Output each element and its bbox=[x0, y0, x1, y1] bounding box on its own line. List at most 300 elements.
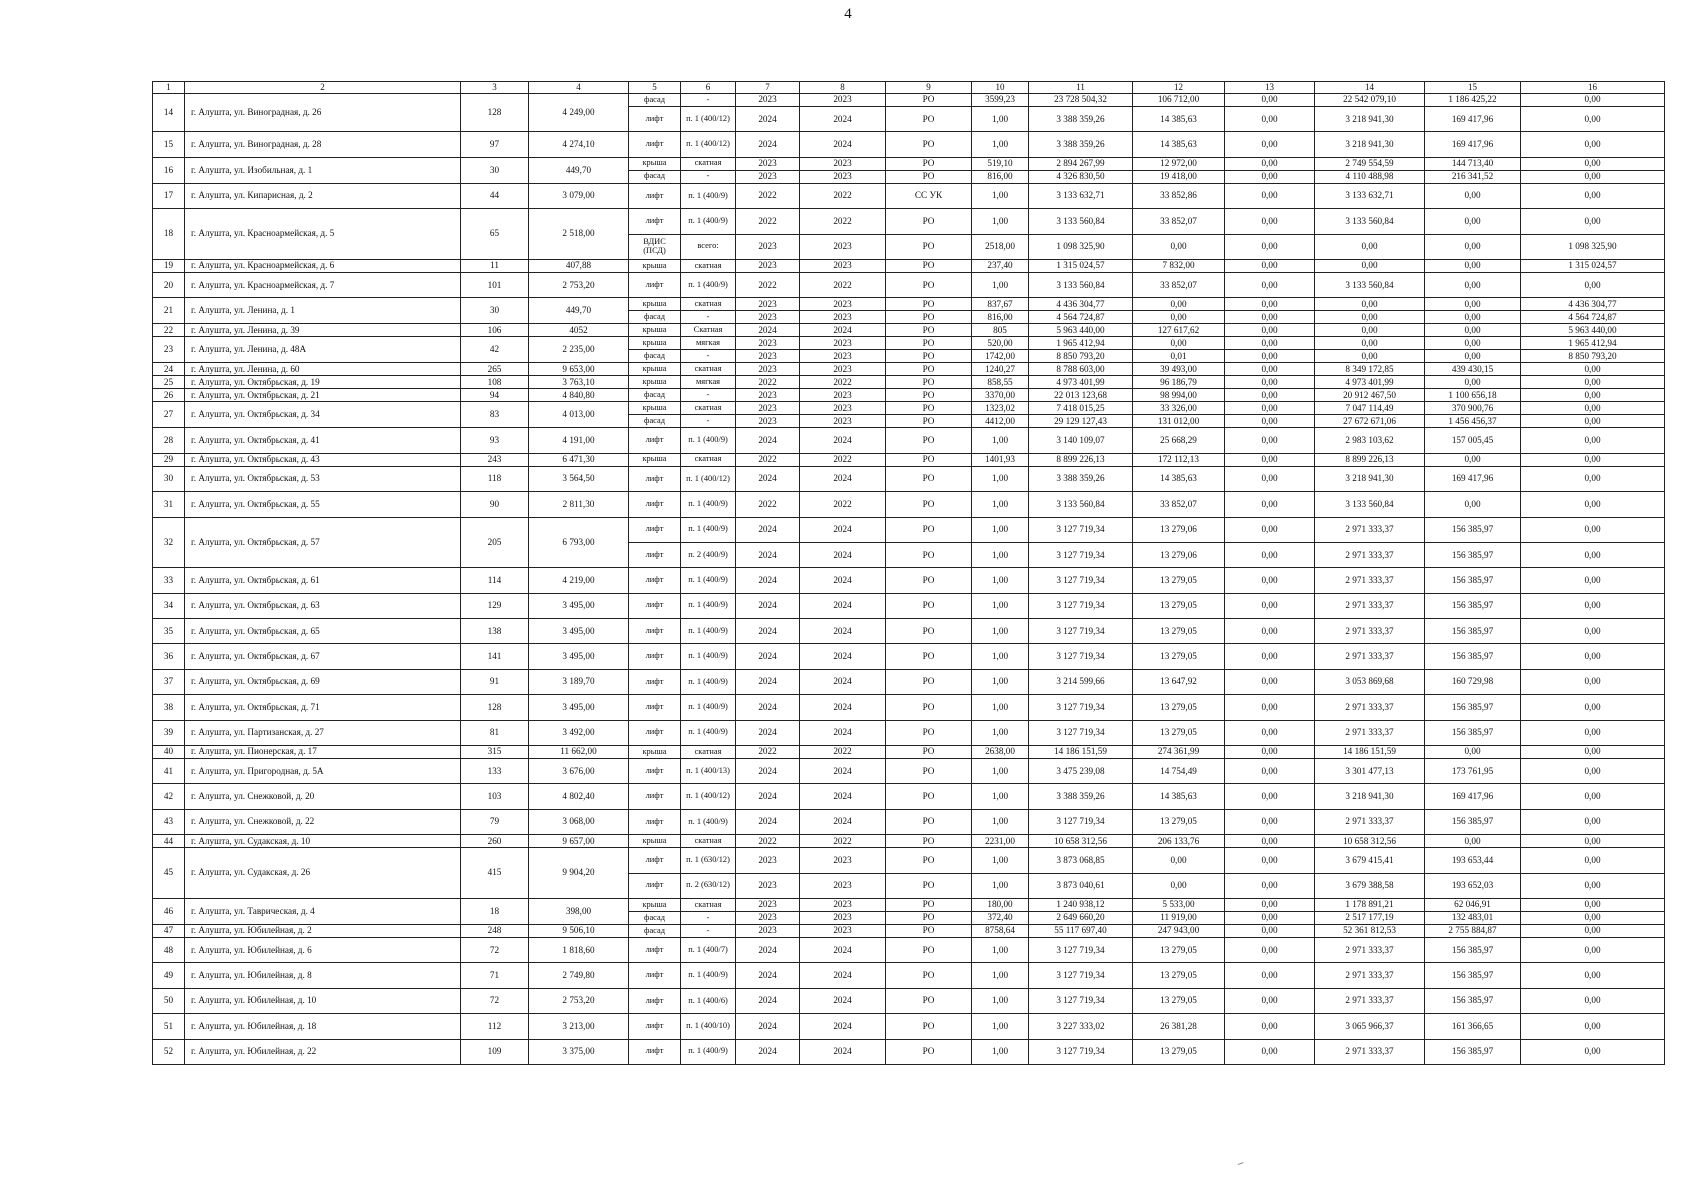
cell-col-12: 131 012,00 bbox=[1133, 415, 1225, 428]
cell-col-14: 3 301 477,13 bbox=[1315, 759, 1425, 784]
cell-col-7: 2024 bbox=[736, 1039, 800, 1064]
cell-col-15: 0,00 bbox=[1425, 311, 1521, 324]
cell-col-16: 1 315 024,57 bbox=[1521, 259, 1665, 272]
column-3-value: 112 bbox=[461, 1014, 529, 1039]
cell-col-14: 3 218 941,30 bbox=[1315, 784, 1425, 809]
cell-col-13: 0,00 bbox=[1225, 669, 1315, 694]
cell-col-13: 0,00 bbox=[1225, 259, 1315, 272]
cell-col-7: 2023 bbox=[736, 848, 800, 873]
column-4-value: 3 079,00 bbox=[529, 183, 629, 208]
cell-col-15: 439 430,15 bbox=[1425, 363, 1521, 376]
cell-col-15: 156 385,97 bbox=[1425, 988, 1521, 1013]
cell-col-6: скатная bbox=[681, 453, 736, 466]
address: г. Алушта, ул. Партизанская, д. 27 bbox=[185, 720, 461, 745]
cell-col-8: 2023 bbox=[800, 157, 886, 170]
row-number: 52 bbox=[153, 1039, 185, 1064]
cell-col-7: 2024 bbox=[736, 324, 800, 337]
column-3-value: 415 bbox=[461, 848, 529, 899]
cell-col-12: 11 919,00 bbox=[1133, 911, 1225, 924]
cell-col-10: 1401,93 bbox=[972, 453, 1029, 466]
cell-col-14: 0,00 bbox=[1315, 311, 1425, 324]
cell-col-16: 0,00 bbox=[1521, 107, 1665, 132]
row-number: 27 bbox=[153, 402, 185, 428]
row-number: 30 bbox=[153, 466, 185, 491]
cell-col-16: 0,00 bbox=[1521, 963, 1665, 988]
column-header: 9 bbox=[886, 82, 972, 94]
cell-col-11: 7 418 015,25 bbox=[1029, 402, 1133, 415]
cell-col-8: 2024 bbox=[800, 428, 886, 453]
cell-col-10: 1,00 bbox=[972, 759, 1029, 784]
address: г. Алушта, ул. Октябрьская, д. 21 bbox=[185, 389, 461, 402]
cell-col-15: 169 417,96 bbox=[1425, 784, 1521, 809]
table-row bbox=[153, 835, 1665, 848]
cell-col-8: 2024 bbox=[800, 937, 886, 962]
table-row bbox=[153, 695, 1665, 720]
cell-col-8: 2023 bbox=[800, 170, 886, 183]
cell-col-12: 25 668,29 bbox=[1133, 428, 1225, 453]
row-number: 19 bbox=[153, 259, 185, 272]
cell-col-13: 0,00 bbox=[1225, 542, 1315, 567]
cell-col-16: 0,00 bbox=[1521, 911, 1665, 924]
cell-col-15: 160 729,98 bbox=[1425, 669, 1521, 694]
column-3-value: 205 bbox=[461, 517, 529, 568]
cell-col-12: 14 385,63 bbox=[1133, 466, 1225, 491]
cell-col-7: 2022 bbox=[736, 183, 800, 208]
cell-col-12: 14 385,63 bbox=[1133, 107, 1225, 132]
cell-col-8: 2024 bbox=[800, 132, 886, 157]
cell-col-8: 2022 bbox=[800, 453, 886, 466]
cell-col-8: 2024 bbox=[800, 1014, 886, 1039]
cell-col-5: крыша bbox=[629, 835, 681, 848]
cell-col-14: 2 971 333,37 bbox=[1315, 937, 1425, 962]
cell-col-13: 0,00 bbox=[1225, 157, 1315, 170]
column-3-value: 44 bbox=[461, 183, 529, 208]
cell-col-5: лифт bbox=[629, 988, 681, 1013]
cell-col-8: 2023 bbox=[800, 259, 886, 272]
cell-col-15: 0,00 bbox=[1425, 209, 1521, 234]
cell-col-16: 0,00 bbox=[1521, 669, 1665, 694]
cell-col-12: 13 279,05 bbox=[1133, 644, 1225, 669]
cell-col-7: 2022 bbox=[736, 746, 800, 759]
cell-col-14: 3 053 869,68 bbox=[1315, 669, 1425, 694]
cell-col-6: п. 2 (630/12) bbox=[681, 873, 736, 898]
cell-col-7: 2022 bbox=[736, 376, 800, 389]
table-row bbox=[153, 363, 1665, 376]
cell-col-12: 247 943,00 bbox=[1133, 924, 1225, 937]
cell-col-10: 1,00 bbox=[972, 669, 1029, 694]
cell-col-11: 14 186 151,59 bbox=[1029, 746, 1133, 759]
cell-col-14: 2 971 333,37 bbox=[1315, 517, 1425, 542]
cell-col-9: РО bbox=[886, 298, 972, 311]
cell-col-12: 39 493,00 bbox=[1133, 363, 1225, 376]
cell-col-5: лифт bbox=[629, 1014, 681, 1039]
cell-col-6: - bbox=[681, 924, 736, 937]
row-number: 38 bbox=[153, 695, 185, 720]
cell-col-6: п. 1 (400/9) bbox=[681, 720, 736, 745]
cell-col-10: 1,00 bbox=[972, 988, 1029, 1013]
cell-col-8: 2024 bbox=[800, 988, 886, 1013]
cell-col-8: 2023 bbox=[800, 898, 886, 911]
cell-col-16: 0,00 bbox=[1521, 542, 1665, 567]
column-3-value: 30 bbox=[461, 298, 529, 324]
cell-col-12: 13 279,05 bbox=[1133, 568, 1225, 593]
cell-col-15: 1 100 656,18 bbox=[1425, 389, 1521, 402]
cell-col-12: 13 279,05 bbox=[1133, 720, 1225, 745]
cell-col-12: 206 133,76 bbox=[1133, 835, 1225, 848]
cell-col-16: 8 850 793,20 bbox=[1521, 350, 1665, 363]
row-number: 42 bbox=[153, 784, 185, 809]
cell-col-8: 2023 bbox=[800, 350, 886, 363]
table-row bbox=[153, 94, 1665, 107]
cell-col-6: - bbox=[681, 311, 736, 324]
cell-col-7: 2024 bbox=[736, 568, 800, 593]
cell-col-16: 0,00 bbox=[1521, 132, 1665, 157]
table-row bbox=[153, 209, 1665, 234]
cell-col-12: 0,01 bbox=[1133, 350, 1225, 363]
row-number: 51 bbox=[153, 1014, 185, 1039]
cell-col-6: п. 1 (400/9) bbox=[681, 568, 736, 593]
cell-col-9: РО bbox=[886, 492, 972, 517]
table-row bbox=[153, 898, 1665, 911]
table-row bbox=[153, 298, 1665, 311]
table-row bbox=[153, 428, 1665, 453]
column-4-value: 3 495,00 bbox=[529, 593, 629, 618]
cell-col-8: 2023 bbox=[800, 363, 886, 376]
column-4-value: 3 189,70 bbox=[529, 669, 629, 694]
cell-col-15: 193 653,44 bbox=[1425, 848, 1521, 873]
cell-col-10: 519,10 bbox=[972, 157, 1029, 170]
address: г. Алушта, ул. Юбилейная, д. 10 bbox=[185, 988, 461, 1013]
column-4-value: 2 753,20 bbox=[529, 988, 629, 1013]
cell-col-10: 816,00 bbox=[972, 311, 1029, 324]
cell-col-13: 0,00 bbox=[1225, 835, 1315, 848]
cell-col-12: 0,00 bbox=[1133, 873, 1225, 898]
cell-col-9: СС УК bbox=[886, 183, 972, 208]
column-4-value: 2 753,20 bbox=[529, 272, 629, 297]
address: г. Алушта, ул. Красноармейская, д. 7 bbox=[185, 272, 461, 297]
cell-col-7: 2024 bbox=[736, 644, 800, 669]
cell-col-14: 14 186 151,59 bbox=[1315, 746, 1425, 759]
cell-col-11: 5 963 440,00 bbox=[1029, 324, 1133, 337]
cell-col-15: 1 186 425,22 bbox=[1425, 94, 1521, 107]
cell-col-5: фасад bbox=[629, 170, 681, 183]
cell-col-10: 1,00 bbox=[972, 132, 1029, 157]
cell-col-9: РО bbox=[886, 937, 972, 962]
cell-col-14: 0,00 bbox=[1315, 234, 1425, 259]
column-4-value: 3 564,50 bbox=[529, 466, 629, 491]
address: г. Алушта, ул. Пионерская, д. 17 bbox=[185, 746, 461, 759]
cell-col-9: РО bbox=[886, 1039, 972, 1064]
row-number: 39 bbox=[153, 720, 185, 745]
cell-col-8: 2023 bbox=[800, 848, 886, 873]
cell-col-9: РО bbox=[886, 669, 972, 694]
address: г. Алушта, ул. Виноградная, д. 26 bbox=[185, 94, 461, 132]
cell-col-9: РО bbox=[886, 517, 972, 542]
cell-col-5: лифт bbox=[629, 669, 681, 694]
cell-col-12: 26 381,28 bbox=[1133, 1014, 1225, 1039]
cell-col-15: 1 456 456,37 bbox=[1425, 415, 1521, 428]
cell-col-10: 1,00 bbox=[972, 517, 1029, 542]
cell-col-16: 0,00 bbox=[1521, 466, 1665, 491]
table-row bbox=[153, 272, 1665, 297]
column-3-value: 141 bbox=[461, 644, 529, 669]
cell-col-10: 372,40 bbox=[972, 911, 1029, 924]
cell-col-13: 0,00 bbox=[1225, 466, 1315, 491]
cell-col-10: 1,00 bbox=[972, 568, 1029, 593]
table-row bbox=[153, 183, 1665, 208]
cell-col-10: 8758,64 bbox=[972, 924, 1029, 937]
cell-col-12: 13 647,92 bbox=[1133, 669, 1225, 694]
row-number: 41 bbox=[153, 759, 185, 784]
scan-mark bbox=[1238, 1162, 1245, 1167]
cell-col-6: Скатная bbox=[681, 324, 736, 337]
cell-col-11: 1 098 325,90 bbox=[1029, 234, 1133, 259]
cell-col-7: 2022 bbox=[736, 209, 800, 234]
cell-col-13: 0,00 bbox=[1225, 311, 1315, 324]
cell-col-13: 0,00 bbox=[1225, 746, 1315, 759]
cell-col-6: п. 1 (400/9) bbox=[681, 517, 736, 542]
cell-col-9: РО bbox=[886, 619, 972, 644]
cell-col-8: 2024 bbox=[800, 784, 886, 809]
table-row bbox=[153, 937, 1665, 962]
cell-col-6: п. 1 (400/9) bbox=[681, 619, 736, 644]
cell-col-16: 0,00 bbox=[1521, 1014, 1665, 1039]
cell-col-5: лифт bbox=[629, 542, 681, 567]
cell-col-7: 2024 bbox=[736, 809, 800, 834]
cell-col-14: 3 218 941,30 bbox=[1315, 466, 1425, 491]
row-number: 48 bbox=[153, 937, 185, 962]
row-number: 15 bbox=[153, 132, 185, 157]
column-header: 3 bbox=[461, 82, 529, 94]
table-row bbox=[153, 784, 1665, 809]
cell-col-13: 0,00 bbox=[1225, 720, 1315, 745]
address: г. Алушта, ул. Юбилейная, д. 8 bbox=[185, 963, 461, 988]
cell-col-9: РО bbox=[886, 157, 972, 170]
cell-col-16: 0,00 bbox=[1521, 759, 1665, 784]
row-number: 20 bbox=[153, 272, 185, 297]
column-3-value: 133 bbox=[461, 759, 529, 784]
cell-col-11: 3 140 109,07 bbox=[1029, 428, 1133, 453]
cell-col-9: РО bbox=[886, 848, 972, 873]
column-3-value: 114 bbox=[461, 568, 529, 593]
cell-col-9: РО bbox=[886, 873, 972, 898]
cell-col-9: РО bbox=[886, 107, 972, 132]
cell-col-10: 1,00 bbox=[972, 809, 1029, 834]
cell-col-6: п. 1 (400/9) bbox=[681, 492, 736, 517]
row-number: 44 bbox=[153, 835, 185, 848]
cell-col-9: РО bbox=[886, 809, 972, 834]
column-3-value: 106 bbox=[461, 324, 529, 337]
cell-col-5: фасад bbox=[629, 389, 681, 402]
cell-col-8: 2023 bbox=[800, 311, 886, 324]
cell-col-15: 173 761,95 bbox=[1425, 759, 1521, 784]
page-number: 4 bbox=[844, 6, 852, 22]
table-row bbox=[153, 924, 1665, 937]
cell-col-6: - bbox=[681, 415, 736, 428]
cell-col-5: крыша bbox=[629, 898, 681, 911]
column-header: 16 bbox=[1521, 82, 1665, 94]
cell-col-8: 2024 bbox=[800, 593, 886, 618]
row-number: 43 bbox=[153, 809, 185, 834]
cell-col-16: 0,00 bbox=[1521, 94, 1665, 107]
cell-col-15: 0,00 bbox=[1425, 337, 1521, 350]
cell-col-8: 2024 bbox=[800, 1039, 886, 1064]
cell-col-14: 0,00 bbox=[1315, 324, 1425, 337]
cell-col-6: - bbox=[681, 94, 736, 107]
cell-col-8: 2023 bbox=[800, 298, 886, 311]
cell-col-5: ВДИС (ПСД) bbox=[629, 234, 681, 259]
cell-col-8: 2023 bbox=[800, 402, 886, 415]
column-3-value: 65 bbox=[461, 209, 529, 260]
cell-col-14: 0,00 bbox=[1315, 350, 1425, 363]
row-number: 31 bbox=[153, 492, 185, 517]
cell-col-12: 13 279,05 bbox=[1133, 619, 1225, 644]
cell-col-12: 14 754,49 bbox=[1133, 759, 1225, 784]
cell-col-14: 3 218 941,30 bbox=[1315, 132, 1425, 157]
cell-col-14: 52 361 812,53 bbox=[1315, 924, 1425, 937]
cell-col-5: крыша bbox=[629, 402, 681, 415]
cell-col-16: 0,00 bbox=[1521, 157, 1665, 170]
cell-col-9: РО bbox=[886, 350, 972, 363]
column-4-value: 4 802,40 bbox=[529, 784, 629, 809]
cell-col-12: 96 186,79 bbox=[1133, 376, 1225, 389]
column-3-value: 108 bbox=[461, 376, 529, 389]
cell-col-11: 3 127 719,34 bbox=[1029, 644, 1133, 669]
cell-col-11: 3 214 599,66 bbox=[1029, 669, 1133, 694]
cell-col-10: 1,00 bbox=[972, 873, 1029, 898]
cell-col-14: 0,00 bbox=[1315, 259, 1425, 272]
cell-col-9: РО bbox=[886, 272, 972, 297]
cell-col-5: фасад bbox=[629, 415, 681, 428]
address: г. Алушта, ул. Октябрьская, д. 53 bbox=[185, 466, 461, 491]
cell-col-16: 0,00 bbox=[1521, 873, 1665, 898]
column-4-value: 449,70 bbox=[529, 157, 629, 183]
column-header: 7 bbox=[736, 82, 800, 94]
table-row bbox=[153, 389, 1665, 402]
cell-col-11: 22 013 123,68 bbox=[1029, 389, 1133, 402]
row-number: 17 bbox=[153, 183, 185, 208]
cell-col-7: 2023 bbox=[736, 170, 800, 183]
cell-col-9: РО bbox=[886, 209, 972, 234]
address: г. Алушта, ул. Октябрьская, д. 41 bbox=[185, 428, 461, 453]
address: г. Алушта, ул. Октябрьская, д. 61 bbox=[185, 568, 461, 593]
cell-col-13: 0,00 bbox=[1225, 324, 1315, 337]
cell-col-15: 169 417,96 bbox=[1425, 107, 1521, 132]
table-row bbox=[153, 809, 1665, 834]
cell-col-13: 0,00 bbox=[1225, 453, 1315, 466]
cell-col-5: крыша bbox=[629, 376, 681, 389]
cell-col-13: 0,00 bbox=[1225, 809, 1315, 834]
cell-col-8: 2023 bbox=[800, 389, 886, 402]
cell-col-14: 8 349 172,85 bbox=[1315, 363, 1425, 376]
cell-col-5: лифт bbox=[629, 132, 681, 157]
cell-col-11: 3 127 719,34 bbox=[1029, 963, 1133, 988]
cell-col-16: 0,00 bbox=[1521, 428, 1665, 453]
cell-col-15: 0,00 bbox=[1425, 376, 1521, 389]
cell-col-7: 2023 bbox=[736, 898, 800, 911]
cell-col-8: 2023 bbox=[800, 924, 886, 937]
cell-col-15: 370 900,76 bbox=[1425, 402, 1521, 415]
row-number: 23 bbox=[153, 337, 185, 363]
cell-col-5: лифт bbox=[629, 619, 681, 644]
cell-col-7: 2023 bbox=[736, 873, 800, 898]
cell-col-13: 0,00 bbox=[1225, 337, 1315, 350]
table-row bbox=[153, 324, 1665, 337]
cell-col-6: п. 1 (400/9) bbox=[681, 209, 736, 234]
cell-col-7: 2024 bbox=[736, 542, 800, 567]
cell-col-5: крыша bbox=[629, 298, 681, 311]
cell-col-10: 1,00 bbox=[972, 784, 1029, 809]
cell-col-10: 180,00 bbox=[972, 898, 1029, 911]
cell-col-11: 3 388 359,26 bbox=[1029, 784, 1133, 809]
cell-col-10: 1,00 bbox=[972, 466, 1029, 491]
cell-col-15: 0,00 bbox=[1425, 835, 1521, 848]
column-3-value: 103 bbox=[461, 784, 529, 809]
cell-col-10: 2518,00 bbox=[972, 234, 1029, 259]
cell-col-5: крыша bbox=[629, 746, 681, 759]
cell-col-16: 0,00 bbox=[1521, 363, 1665, 376]
cell-col-10: 805 bbox=[972, 324, 1029, 337]
cell-col-12: 33 852,07 bbox=[1133, 492, 1225, 517]
cell-col-16: 0,00 bbox=[1521, 517, 1665, 542]
cell-col-16: 0,00 bbox=[1521, 170, 1665, 183]
cell-col-13: 0,00 bbox=[1225, 402, 1315, 415]
cell-col-9: РО bbox=[886, 835, 972, 848]
cell-col-11: 8 850 793,20 bbox=[1029, 350, 1133, 363]
cell-col-13: 0,00 bbox=[1225, 568, 1315, 593]
column-3-value: 11 bbox=[461, 259, 529, 272]
cell-col-13: 0,00 bbox=[1225, 695, 1315, 720]
cell-col-12: 33 852,07 bbox=[1133, 209, 1225, 234]
cell-col-15: 0,00 bbox=[1425, 234, 1521, 259]
cell-col-16: 0,00 bbox=[1521, 809, 1665, 834]
table-row bbox=[153, 466, 1665, 491]
cell-col-5: лифт bbox=[629, 809, 681, 834]
table-body bbox=[153, 82, 1665, 1065]
cell-col-16: 0,00 bbox=[1521, 988, 1665, 1013]
column-4-value: 3 763,10 bbox=[529, 376, 629, 389]
cell-col-14: 2 971 333,37 bbox=[1315, 963, 1425, 988]
cell-col-14: 2 971 333,37 bbox=[1315, 720, 1425, 745]
cell-col-15: 161 366,65 bbox=[1425, 1014, 1521, 1039]
address: г. Алушта, ул. Снежковой, д. 22 bbox=[185, 809, 461, 834]
cell-col-5: лифт bbox=[629, 272, 681, 297]
table-row bbox=[153, 644, 1665, 669]
cell-col-15: 144 713,40 bbox=[1425, 157, 1521, 170]
cell-col-5: лифт bbox=[629, 937, 681, 962]
cell-col-9: РО bbox=[886, 311, 972, 324]
row-number: 37 bbox=[153, 669, 185, 694]
cell-col-6: п. 1 (400/12) bbox=[681, 107, 736, 132]
cell-col-6: п. 1 (400/13) bbox=[681, 759, 736, 784]
cell-col-15: 157 005,45 bbox=[1425, 428, 1521, 453]
cell-col-7: 2023 bbox=[736, 259, 800, 272]
cell-col-10: 1,00 bbox=[972, 848, 1029, 873]
cell-col-7: 2024 bbox=[736, 669, 800, 694]
cell-col-12: 13 279,05 bbox=[1133, 695, 1225, 720]
cell-col-9: РО bbox=[886, 568, 972, 593]
cell-col-9: РО bbox=[886, 924, 972, 937]
cell-col-6: скатная bbox=[681, 835, 736, 848]
column-4-value: 4 249,00 bbox=[529, 94, 629, 132]
table-row bbox=[153, 593, 1665, 618]
column-4-value: 3 495,00 bbox=[529, 619, 629, 644]
cell-col-14: 2 971 333,37 bbox=[1315, 809, 1425, 834]
cell-col-12: 106 712,00 bbox=[1133, 94, 1225, 107]
cell-col-14: 2 971 333,37 bbox=[1315, 988, 1425, 1013]
address: г. Алушта, ул. Таврическая, д. 4 bbox=[185, 898, 461, 924]
row-number: 45 bbox=[153, 848, 185, 899]
